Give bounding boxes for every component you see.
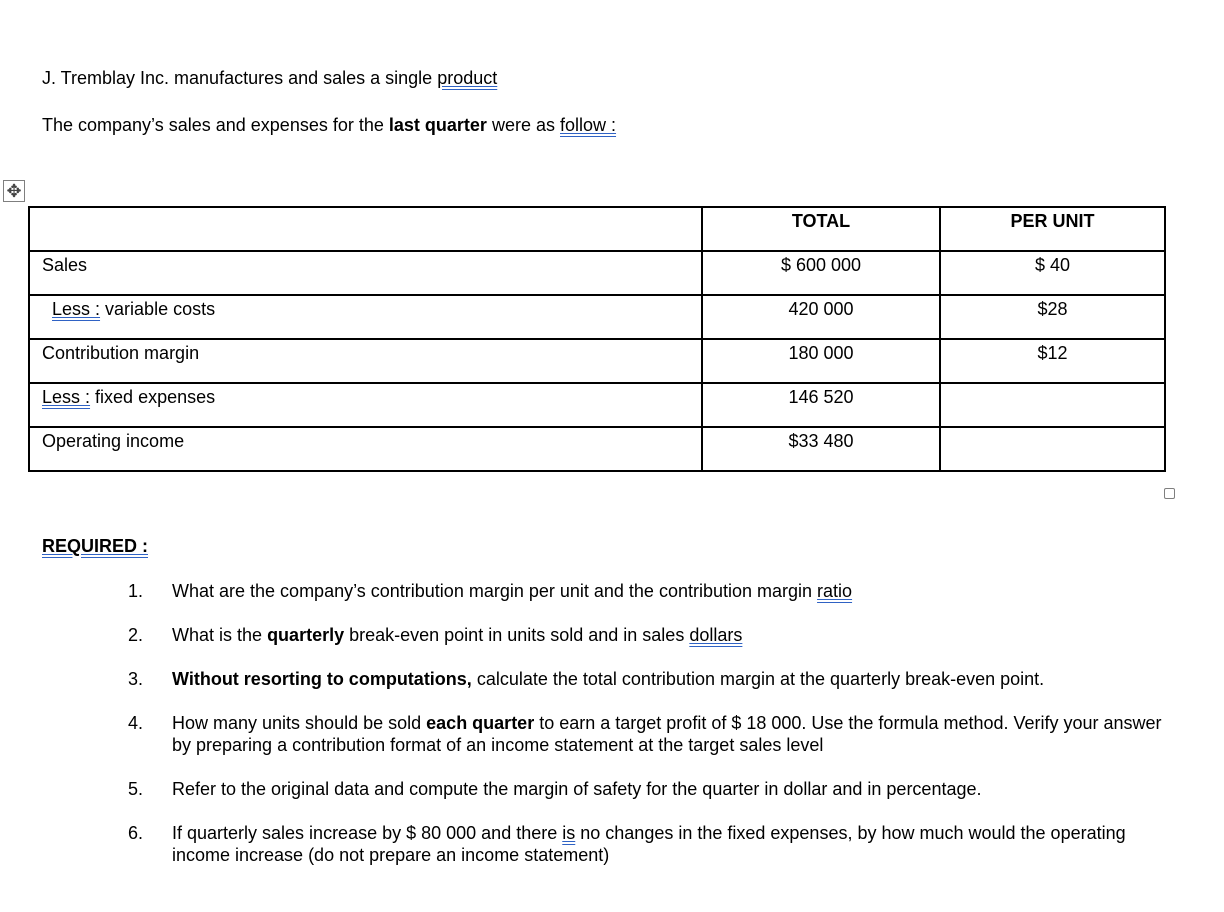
total-cell: 146 520 — [702, 383, 940, 427]
intro-line-2-text: The company’s sales and expenses for the — [42, 115, 384, 135]
grammar-flag[interactable]: is — [562, 823, 576, 843]
intro-line-1-text: J. Tremblay Inc. manufactures and sales a single — [42, 68, 433, 88]
grammar-flag[interactable]: dollars — [689, 625, 743, 645]
total-cell: $ 600 000 — [702, 251, 940, 295]
intro-line-2-post: were as — [491, 115, 555, 135]
table-row — [29, 339, 1165, 383]
list-item — [128, 778, 1168, 800]
grammar-flag[interactable]: follow : — [560, 115, 617, 135]
per-unit-cell — [940, 383, 1165, 427]
item-text: no changes in the fixed expenses, by how much would the operating income increase (do not prepare an income statement) — [172, 823, 1126, 865]
list-item — [128, 668, 1168, 690]
total-cell: $33 480 — [702, 427, 940, 471]
required-heading — [42, 536, 148, 557]
item-bold: quarterly — [267, 625, 345, 645]
row-label — [29, 295, 702, 339]
row-label-text: fixed expenses — [95, 387, 216, 407]
item-bold: each quarter — [426, 713, 535, 733]
financial-table — [28, 206, 1166, 472]
item-bold: Without resorting to computations, — [172, 669, 472, 689]
intro-line-2-bold: last quarter — [388, 115, 487, 135]
item-number: 6. — [128, 823, 144, 843]
table-header-row — [29, 207, 1165, 251]
item-text: If quarterly sales increase by $ 80 000 and there — [172, 823, 558, 843]
per-unit-cell — [940, 427, 1165, 471]
table-row — [29, 427, 1165, 471]
item-number: 5. — [128, 779, 144, 799]
row-label — [29, 251, 702, 295]
grammar-flag[interactable]: Less : — [52, 299, 101, 319]
per-unit-cell: $12 — [940, 339, 1165, 383]
row-label — [29, 427, 702, 471]
table-row — [29, 295, 1165, 339]
requirements-list — [128, 580, 1168, 888]
item-number: 3. — [128, 669, 144, 689]
item-text: Refer to the original data and compute the margin of safety for the quarter in dollar and in percentage. — [172, 779, 982, 799]
grammar-flag[interactable]: ratio — [817, 581, 853, 601]
grammar-flag[interactable]: Less : — [42, 387, 91, 407]
intro-line-1 — [42, 68, 497, 89]
row-label — [29, 339, 702, 383]
table-move-handle-icon[interactable]: ✥ — [3, 180, 25, 202]
row-label-text: Sales — [42, 255, 88, 275]
table-row — [29, 383, 1165, 427]
table-row — [29, 251, 1165, 295]
total-cell: 180 000 — [702, 339, 940, 383]
item-text: break-even point in units sold and in sales — [349, 625, 685, 645]
required-title[interactable]: REQUIRED : — [42, 536, 149, 556]
item-number: 1. — [128, 581, 144, 601]
item-number: 2. — [128, 625, 144, 645]
intro-line-2 — [42, 115, 616, 136]
table-resize-handle-icon[interactable] — [1164, 488, 1175, 499]
item-text: calculate the total contribution margin at the quarterly break-even point. — [476, 669, 1045, 689]
header-cell: TOTAL — [702, 207, 940, 251]
list-item — [128, 580, 1168, 602]
list-item — [128, 624, 1168, 646]
list-item — [128, 822, 1168, 866]
row-label-text: Contribution margin — [42, 343, 200, 363]
total-cell: 420 000 — [702, 295, 940, 339]
item-text: What are the company’s contribution margin per unit and the contribution margin — [172, 581, 813, 601]
header-cell: PER UNIT — [940, 207, 1165, 251]
item-text: to earn a target profit of $ 18 000. Use the formula method. Verify your answer by preparing a contribution format of an income statement at the target sales level — [172, 713, 1162, 755]
item-text: What is the — [172, 625, 263, 645]
row-label — [29, 383, 702, 427]
per-unit-cell: $28 — [940, 295, 1165, 339]
grammar-flag[interactable]: product — [437, 68, 498, 88]
list-item — [128, 712, 1168, 756]
per-unit-cell: $ 40 — [940, 251, 1165, 295]
item-text: How many units should be sold — [172, 713, 422, 733]
header-cell — [29, 207, 702, 251]
item-number: 4. — [128, 713, 144, 733]
row-label-text: Operating income — [42, 431, 185, 451]
row-label-text: variable costs — [105, 299, 216, 319]
